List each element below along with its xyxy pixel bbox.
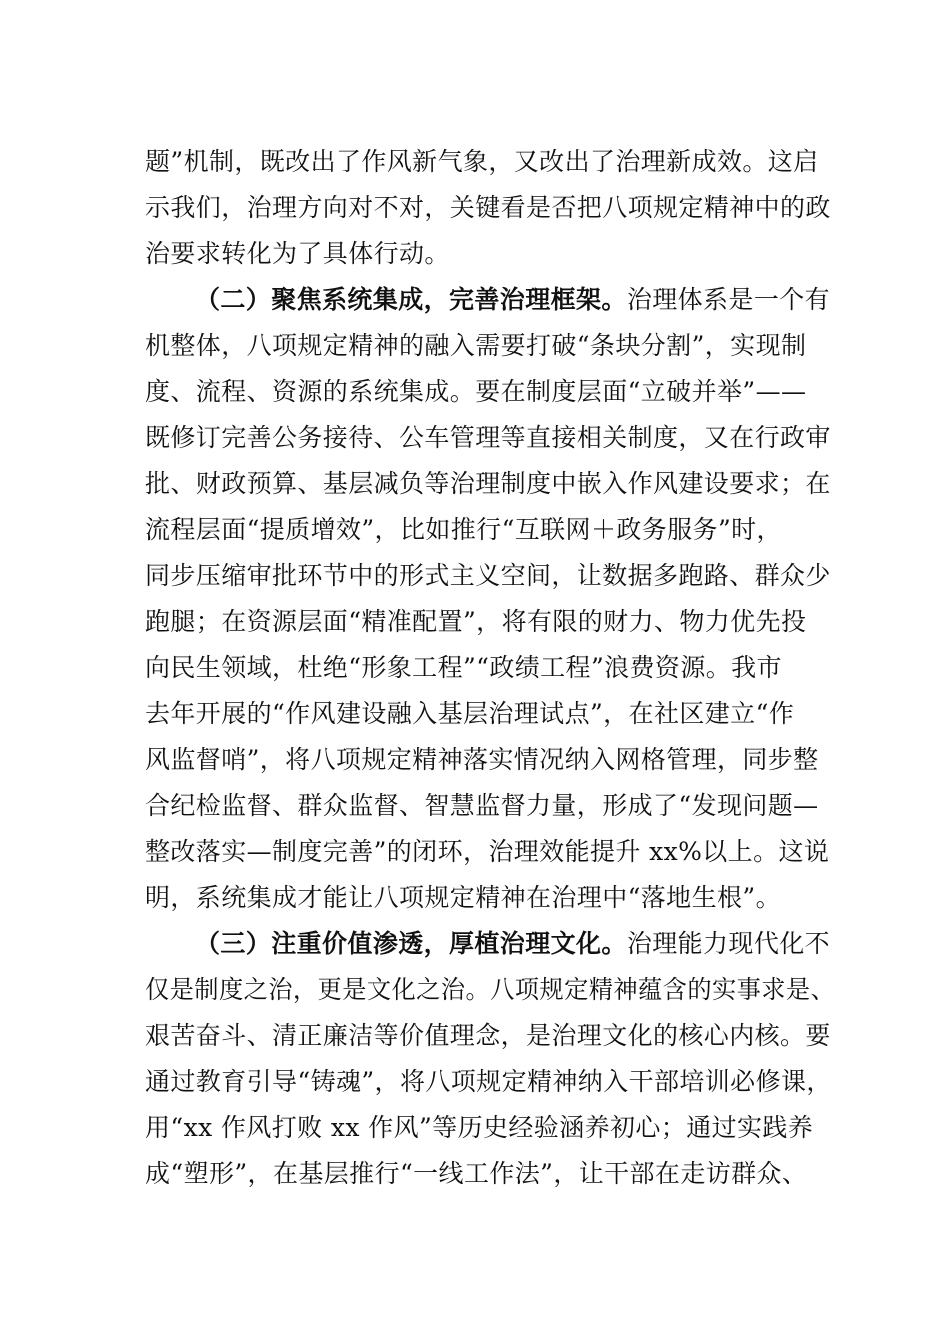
text-line: 合纪检监督、群众监督、智慧监督力量，形成了“发现问题— <box>145 791 819 820</box>
text-line: 题”机制，既改出了作风新气象，又改出了治理新成效。这启 <box>145 147 819 176</box>
text-line: 治要求转化为了具体行动。 <box>145 239 450 268</box>
text-line: 示我们，治理方向对不对，关键看是否把八项规定精神中的政 <box>145 193 831 222</box>
heading-continuation: 治理能力现代化不 <box>626 929 831 958</box>
text-line: 艰苦奋斗、清正廉洁等价值理念，是治理文化的核心内核。要 <box>145 1021 831 1050</box>
heading-continuation: 治理体系是一个有 <box>626 285 831 314</box>
paragraph-heading-line <box>195 921 835 967</box>
text-line: 通过教育引导“铸魂”，将八项规定精神纳入干部培训必修课， <box>145 1067 832 1096</box>
text-line: 仅是制度之治，更是文化之治。八项规定精神蕴含的实事求是、 <box>145 975 836 1004</box>
text-line: 流程层面“提质增效”，比如推行“互联网＋政务服务”时， <box>145 515 782 544</box>
text-line: 成“塑形”，在基层推行“一线工作法”，让干部在走访群众、 <box>145 1159 808 1188</box>
text-line: 用“xx 作风打败 xx 作风”等历史经验涵养初心；通过实践养 <box>145 1113 814 1142</box>
text-line: 向民生领域，杜绝“形象工程”“政绩工程”浪费资源。我市 <box>145 653 782 682</box>
paragraph-heading-line <box>195 277 835 323</box>
text-line: 既修订完善公务接待、公车管理等直接相关制度，又在行政审 <box>145 423 831 452</box>
text-line: 风监督哨”，将八项规定精神落实情况纳入网格管理，同步整 <box>145 745 819 774</box>
text-line: 去年开展的“作风建设融入基层治理试点”，在社区建立“作 <box>145 699 795 728</box>
text-line: 批、财政预算、基层减负等治理制度中嵌入作风建设要求；在 <box>145 469 831 498</box>
section-heading: （二）聚焦系统集成，完善治理框架。 <box>195 285 627 314</box>
text-line: 整改落实—制度完善”的闭环，治理效能提升 xx%以上。这说 <box>145 837 830 866</box>
text-line: 机整体，八项规定精神的融入需要打破“条块分割”，实现制 <box>145 331 807 360</box>
text-line: 跑腿；在资源层面“精准配置”，将有限的财力、物力优先投 <box>145 607 807 636</box>
text-line: 同步压缩审批环节中的形式主义空间，让数据多跑路、群众少 <box>145 561 831 590</box>
text-line: 明，系统集成才能让八项规定精神在治理中“落地生根”。 <box>145 883 781 912</box>
section-heading: （三）注重价值渗透，厚植治理文化。 <box>195 929 627 958</box>
text-line: 度、流程、资源的系统集成。要在制度层面“立破并举”—— <box>145 377 807 406</box>
